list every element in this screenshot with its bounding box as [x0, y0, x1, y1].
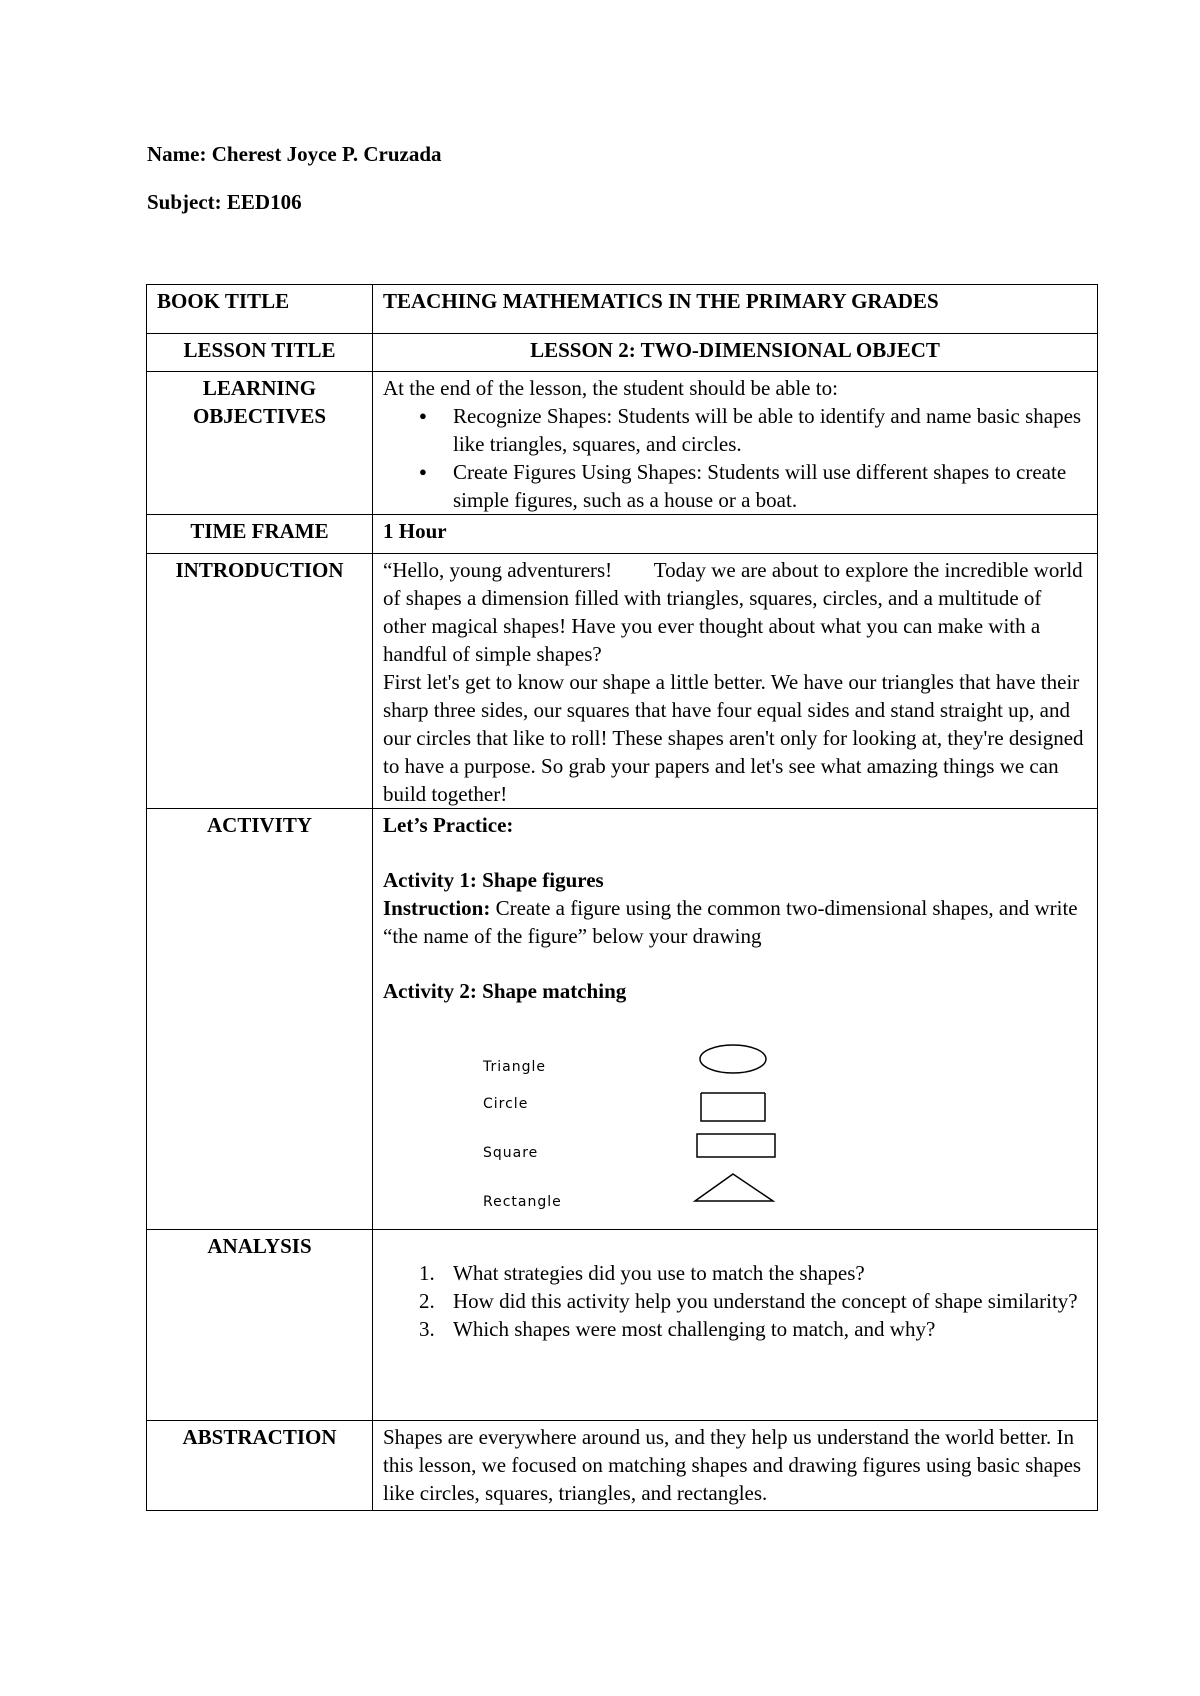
row-learning-objectives: [147, 372, 1098, 515]
analysis-question: [419, 1287, 1087, 1315]
objective-item: ● Recognize Shapes: Students will be able to identify and name basic shapes like triangles, squares, and circles.: [453, 402, 1087, 458]
time-frame-value: 1 Hour: [373, 515, 1098, 554]
time-frame-label: TIME FRAME: [147, 515, 373, 554]
activity-heading: Let’s Practice:: [383, 813, 514, 837]
lesson-title-value: LESSON 2: TWO-DIMENSIONAL OBJECT: [373, 334, 1098, 372]
matching-word: Rectangle: [483, 1194, 562, 1210]
row-activity: [147, 809, 1098, 1230]
row-analysis: [147, 1230, 1098, 1421]
row-time-frame: [147, 515, 1098, 554]
book-title-value: TEACHING MATHEMATICS IN THE PRIMARY GRADES: [373, 285, 1098, 334]
learning-objectives-label: LEARNING OBJECTIVES: [147, 372, 373, 515]
row-lesson-title: [147, 334, 1098, 372]
question-number: 2.: [419, 1289, 435, 1313]
activity-1-instruction: [383, 894, 1087, 950]
open-square-shape: [701, 1093, 765, 1121]
question-text: How did this activity help you understand the concept of shape similarity?: [453, 1289, 1078, 1313]
lesson-plan-table: [146, 284, 1098, 1511]
subject-line: Subject: EED106: [147, 190, 302, 214]
activity-label: ACTIVITY: [147, 809, 373, 1230]
question-text: Which shapes were most challenging to match, and why?: [453, 1317, 936, 1341]
activity-content: [373, 809, 1098, 1230]
abstraction-content: Shapes are everywhere around us, and they help us understand the world better. In this lesson, we focused on matching shapes and drawing figures using basic shapes like circles, squares, triangles, and rectangles.: [373, 1421, 1098, 1511]
instruction-label: Instruction:: [383, 896, 491, 920]
abstraction-label: ABSTRACTION: [147, 1421, 373, 1511]
ellipse-shape: [700, 1045, 766, 1073]
matching-word: Circle: [483, 1096, 529, 1112]
activity-2-title: Activity 2: Shape matching: [383, 979, 627, 1003]
student-name: Name: Cherest Joyce P. Cruzada: [147, 142, 442, 166]
matching-word: Square: [483, 1145, 539, 1161]
matching-shapes: [693, 1019, 793, 1229]
introduction-label: INTRODUCTION: [147, 554, 373, 809]
objectives-list: [383, 402, 1087, 514]
introduction-content: [373, 554, 1098, 809]
row-abstraction: [147, 1421, 1098, 1511]
row-introduction: [147, 554, 1098, 809]
analysis-question: [419, 1315, 1087, 1343]
objective-item: ● Create Figures Using Shapes: Students will use different shapes to create simple figures, such as a house or a boat.: [453, 458, 1087, 514]
question-number: 3.: [419, 1317, 435, 1341]
introduction-paragraph: First let's get to know our shape a little better. We have our triangles that have their sharp three sides, our squares that have four equal sides and stand straight up, and our circles that like to roll! These shapes aren't only for looking at, they're designed to have a purpose. So grab your papers and let's see what amazing things we can build together!: [383, 670, 1084, 806]
matching-word: Triangle: [483, 1059, 546, 1075]
book-title-label: BOOK TITLE: [147, 285, 373, 334]
analysis-label: ANALYSIS: [147, 1230, 373, 1421]
analysis-questions: [383, 1259, 1087, 1343]
shape-matching-figure: [383, 1019, 1087, 1229]
document-header: [147, 142, 442, 238]
analysis-content: [373, 1230, 1098, 1421]
question-text: What strategies did you use to match the shapes?: [453, 1261, 865, 1285]
activity-1-title: Activity 1: Shape figures: [383, 868, 604, 892]
triangle-shape: [695, 1174, 773, 1201]
instruction-text: Create a figure using the common two-dimensional shapes, and write “the name of the figure” below your drawing: [383, 896, 1078, 948]
analysis-question: [419, 1259, 1087, 1287]
question-number: 1.: [419, 1261, 435, 1285]
row-book-title: [147, 285, 1098, 334]
introduction-paragraph: “Hello, young adventurers! Today we are about to explore the incredible world of shapes a dimension filled with triangles, squares, circles, and a multitude of other magical shapes! Have you ever thought about what you can make with a handful of simple shapes?: [383, 558, 1088, 666]
objectives-intro: At the end of the lesson, the student should be able to:: [383, 376, 838, 400]
learning-objectives-content: [373, 372, 1098, 515]
rectangle-shape: [697, 1134, 775, 1157]
lesson-title-label: LESSON TITLE: [147, 334, 373, 372]
